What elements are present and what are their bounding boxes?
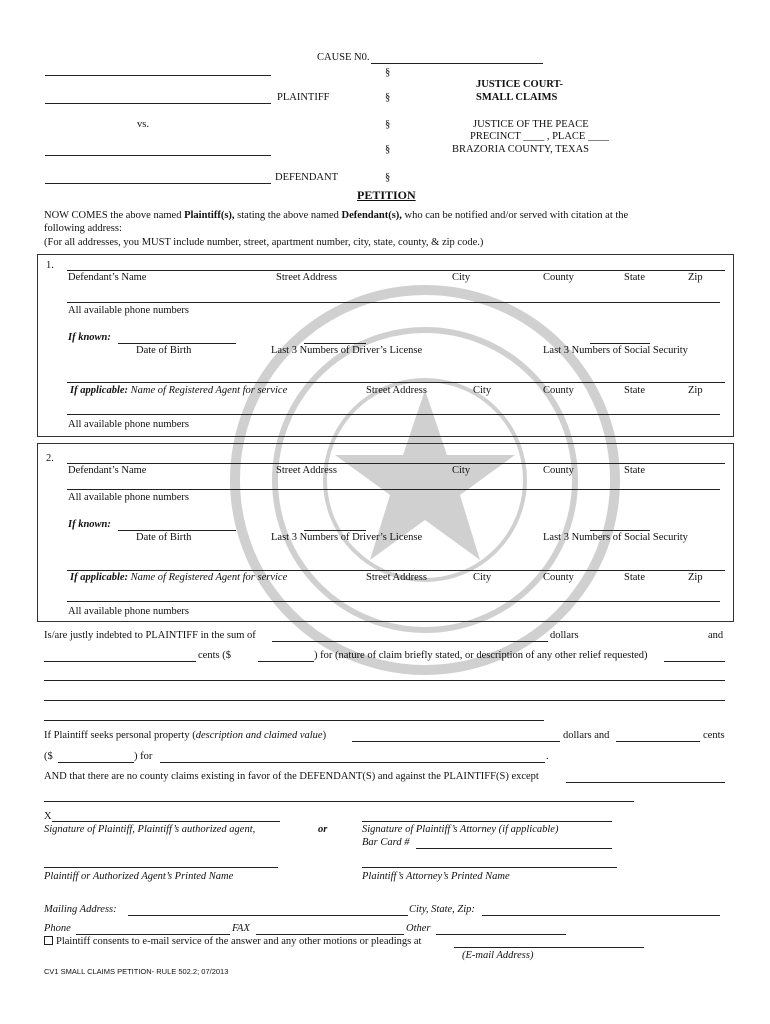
defendant-name-label: Defendant’s Name	[68, 465, 147, 476]
property-description-field[interactable]	[160, 762, 545, 763]
zip-label: Zip	[688, 272, 703, 283]
cents-amount-field[interactable]	[258, 661, 314, 662]
agent-street-label: Street Address	[366, 385, 427, 396]
defendant-field-2[interactable]	[45, 183, 271, 184]
cents-label: cents ($	[198, 650, 231, 661]
plaintiff-field-1[interactable]	[45, 75, 271, 76]
phone-label: Phone	[44, 923, 71, 934]
section-mark: §	[385, 172, 391, 183]
dollars-label: dollars	[550, 630, 579, 641]
jp-county: BRAZORIA COUNTY, TEXAS	[452, 144, 590, 155]
if-known-label: If known:	[68, 332, 111, 343]
street-address-label: Street Address	[276, 465, 337, 476]
plaintiff-field-2[interactable]	[45, 103, 271, 104]
defendant-2-agent-field[interactable]	[67, 570, 725, 571]
phone-numbers-label: All available phone numbers	[68, 419, 190, 430]
defendant-2-dl-field[interactable]	[304, 530, 366, 531]
email-field[interactable]	[454, 947, 644, 948]
nature-field-3[interactable]	[44, 700, 725, 701]
city-state-zip-field[interactable]	[482, 915, 720, 916]
cause-number-field[interactable]	[371, 63, 543, 64]
defendant-2-ssn-field[interactable]	[590, 530, 650, 531]
paren-dollar-label: ($	[44, 751, 53, 762]
property-dollars-field[interactable]	[352, 741, 560, 742]
for-label: ) for	[134, 751, 153, 762]
city-state-zip-label: City, State, Zip:	[409, 904, 475, 915]
agent-state-label: State	[624, 385, 645, 396]
nature-of-claim-label: ) for (nature of claim briefly stated, or description of any other relief requested)	[314, 650, 648, 661]
defendant-2-phone-field[interactable]	[67, 489, 720, 490]
fax-label: FAX	[232, 923, 250, 934]
state-label: State	[624, 465, 645, 476]
defendant-1-agent-field[interactable]	[67, 382, 725, 383]
ssn-label: Last 3 Numbers of Social Security	[543, 532, 688, 543]
county-label: County	[543, 465, 574, 476]
cause-number-label: CAUSE N0.	[317, 52, 370, 63]
section-mark: §	[385, 92, 391, 103]
agent-zip-label: Zip	[688, 385, 703, 396]
dob-label: Date of Birth	[136, 345, 192, 356]
attorney-signature-field[interactable]	[362, 821, 612, 822]
section-mark: §	[385, 119, 391, 130]
agent-county-label: County	[543, 385, 574, 396]
email-consent-row	[44, 936, 421, 947]
city-label: City	[452, 465, 471, 476]
phone-numbers-label: All available phone numbers	[68, 606, 190, 617]
intro-line2: following address:	[44, 223, 122, 234]
address-instructions: (For all addresses, you MUST include number, street, apartment number, city, state, county, & zip code.)	[44, 237, 484, 248]
mailing-address-label: Mailing Address:	[44, 904, 117, 915]
email-consent-label: Plaintiff consents to e-mail service of the answer and any other motions or pleadings at	[56, 936, 422, 947]
bar-card-field[interactable]	[416, 848, 612, 849]
if-known-label: If known:	[68, 519, 111, 530]
mailing-address-field[interactable]	[128, 915, 408, 916]
signature-x: X	[44, 811, 52, 822]
jp-line1: JUSTICE OF THE PEACE	[473, 119, 589, 130]
and-label: and	[708, 630, 724, 641]
city-label: City	[452, 272, 471, 283]
other-label: Other	[406, 923, 431, 934]
street-address-label: Street Address	[276, 272, 337, 283]
plaintiff-printed-name-field[interactable]	[44, 867, 278, 868]
property-amount-field[interactable]	[58, 762, 134, 763]
defendant-1-dl-field[interactable]	[304, 343, 366, 344]
sum-field[interactable]	[272, 641, 548, 642]
defendant-1-agent-phone-field[interactable]	[67, 414, 720, 415]
indebted-label: Is/are justly indebted to PLAINTIFF in the sum of	[44, 630, 256, 641]
county-claims-label: AND that there are no county claims existing in favor of the DEFENDANT(S) and against the PLAINTIFF(S) except	[44, 771, 539, 782]
defendant-field-1[interactable]	[45, 155, 271, 156]
vs-label: vs.	[137, 119, 149, 130]
state-label: State	[624, 272, 645, 283]
cents-label: cents	[703, 730, 725, 741]
petition-title: PETITION	[357, 188, 416, 202]
agent-state-label: State	[624, 572, 645, 583]
intro-line1: NOW COMES the above named Plaintiff(s), stating the above named Defendant(s), who can be notified and/or served with citation at the	[44, 210, 629, 221]
other-field[interactable]	[436, 934, 566, 935]
defendant-1-number: 1.	[46, 260, 54, 271]
agent-city-label: City	[473, 572, 492, 583]
court-title-line1: JUSTICE COURT-	[476, 79, 564, 90]
dob-label: Date of Birth	[136, 532, 192, 543]
bar-card-label: Bar Card #	[362, 837, 410, 848]
court-title-line2: SMALL CLAIMS	[476, 92, 558, 103]
phone-numbers-label: All available phone numbers	[68, 492, 190, 503]
registered-agent-label: If applicable: Name of Registered Agent for service	[70, 385, 288, 396]
defendant-2-dob-field[interactable]	[118, 530, 236, 531]
plaintiff-signature-field[interactable]	[52, 821, 280, 822]
nature-field-4[interactable]	[44, 720, 544, 721]
dl-label: Last 3 Numbers of Driver’s License	[271, 532, 423, 543]
defendant-1-address-field[interactable]	[67, 270, 725, 271]
county-label: County	[543, 272, 574, 283]
defendant-name-label: Defendant’s Name	[68, 272, 147, 283]
plaintiff-label: PLAINTIFF	[277, 92, 330, 103]
attorney-printed-name-label: Plaintiff’s Attorney’s Printed Name	[362, 871, 510, 882]
jp-precinct-place: PRECINCT ____ , PLACE ____	[470, 131, 609, 142]
nature-field-1[interactable]	[664, 661, 725, 662]
plaintiff-signature-label: Signature of Plaintiff, Plaintiff’s authorized agent,	[44, 824, 256, 835]
phone-numbers-label: All available phone numbers	[68, 305, 190, 316]
agent-street-label: Street Address	[366, 572, 427, 583]
or-label: or	[318, 824, 328, 835]
ssn-label: Last 3 Numbers of Social Security	[543, 345, 688, 356]
defendant-1-dob-field[interactable]	[118, 343, 236, 344]
email-address-label: (E-mail Address)	[462, 950, 534, 961]
dollars-and-label: dollars and	[563, 730, 610, 741]
defendant-label: DEFENDANT	[275, 172, 338, 183]
except-field-2[interactable]	[44, 801, 634, 802]
defendant-1-ssn-field[interactable]	[590, 343, 650, 344]
defendant-2-agent-phone-field[interactable]	[67, 601, 720, 602]
cents-field[interactable]	[44, 661, 196, 662]
defendant-2-address-field[interactable]	[67, 463, 725, 464]
phone-field[interactable]	[76, 934, 230, 935]
attorney-printed-name-field[interactable]	[362, 867, 617, 868]
personal-property-label: If Plaintiff seeks personal property (description and claimed value)	[44, 730, 327, 741]
fax-field[interactable]	[256, 934, 404, 935]
form-footer: CV1 SMALL CLAIMS PETITION- RULE 502.2; 07/2013	[44, 967, 229, 976]
period: .	[546, 751, 549, 762]
nature-field-2[interactable]	[44, 680, 725, 681]
agent-city-label: City	[473, 385, 492, 396]
attorney-signature-label: Signature of Plaintiff’s Attorney (if applicable)	[362, 824, 559, 835]
section-mark: §	[385, 144, 391, 155]
section-mark: §	[385, 67, 391, 78]
dl-label: Last 3 Numbers of Driver’s License	[271, 345, 423, 356]
property-cents-field[interactable]	[616, 741, 700, 742]
plaintiff-printed-name-label: Plaintiff or Authorized Agent’s Printed Name	[44, 871, 234, 882]
email-consent-checkbox[interactable]	[44, 936, 53, 945]
defendant-2-number: 2.	[46, 453, 54, 464]
agent-county-label: County	[543, 572, 574, 583]
defendant-1-phone-field[interactable]	[67, 302, 720, 303]
registered-agent-label: If applicable: Name of Registered Agent for service	[70, 572, 288, 583]
agent-zip-label: Zip	[688, 572, 703, 583]
except-field-1[interactable]	[566, 782, 725, 783]
